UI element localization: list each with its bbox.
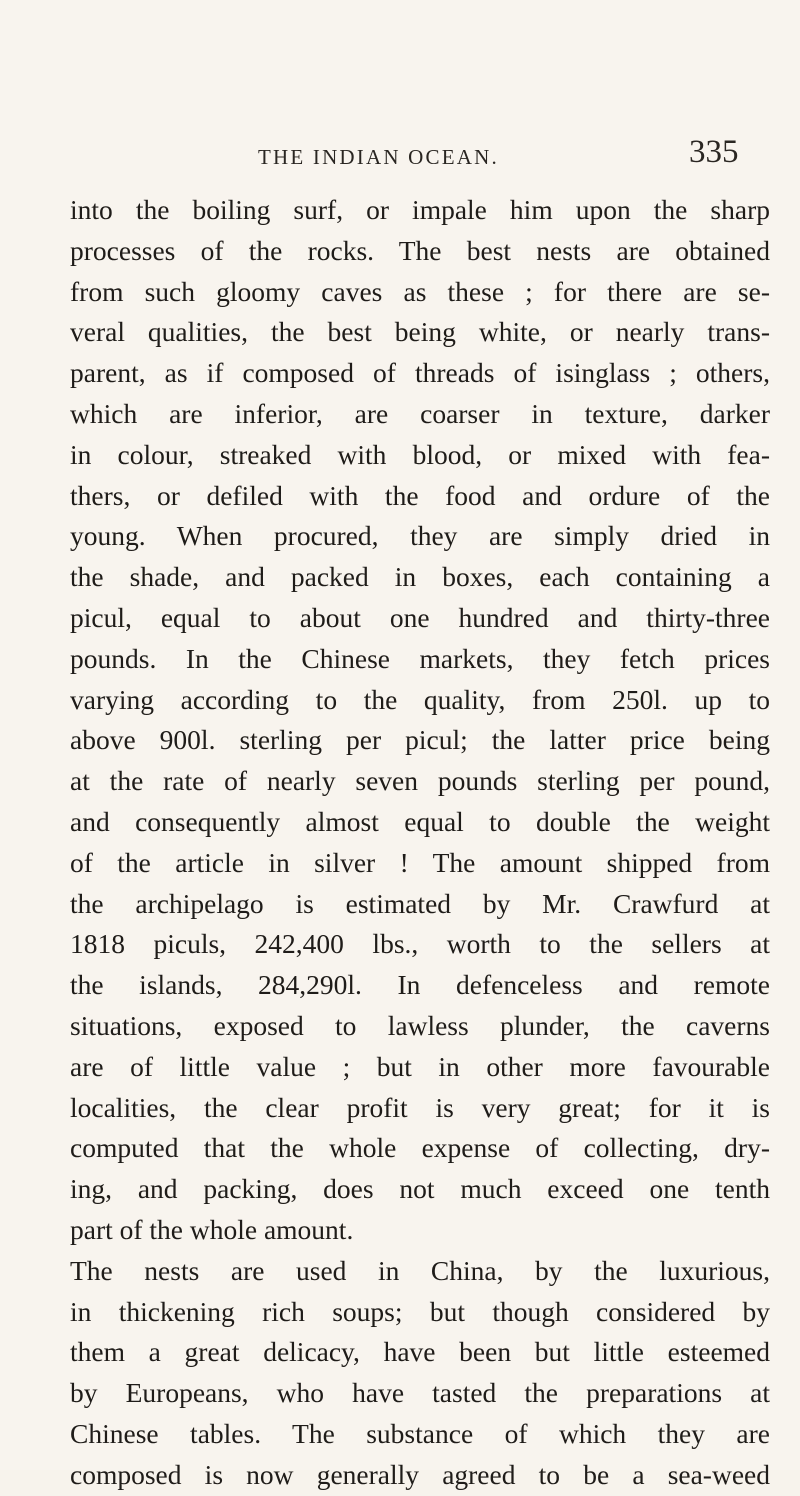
text-line: the shade, and packed in boxes, each containing a	[70, 561, 770, 593]
text-line: computed that the whole expense of collecting, dry-	[70, 1132, 770, 1164]
text-line: from such gloomy caves as these ; for there are se-	[70, 275, 770, 307]
text-line: which are inferior, are coarser in texture, darker	[70, 397, 770, 429]
text-line: the islands, 284,290l. In defenceless and remote	[70, 969, 770, 1001]
text-line: in colour, streaked with blood, or mixed with fea-	[70, 438, 770, 470]
text-line: The nests are used in China, by the luxurious,	[70, 1254, 770, 1286]
text-line: the archipelago is estimated by Mr. Crawfurd at	[70, 887, 770, 919]
text-line: and consequently almost equal to double the weight	[70, 805, 770, 837]
text-line: picul, equal to about one hundred and thirty-three	[70, 601, 770, 633]
body-text	[70, 190, 770, 1496]
text-line: parent, as if composed of threads of isinglass ; others,	[70, 357, 770, 389]
text-line: at the rate of nearly seven pounds sterling per pound,	[70, 765, 770, 797]
text-line: processes of the rocks. The best nests are obtained	[70, 234, 770, 266]
text-line: localities, the clear profit is very great; for it is	[70, 1091, 770, 1123]
text-line: are of little value ; but in other more favourable	[70, 1050, 770, 1082]
text-line: situations, exposed to lawless plunder, the caverns	[70, 1009, 770, 1041]
text-line: ing, and packing, does not much exceed one tenth	[70, 1173, 770, 1205]
running-head: THE INDIAN OCEAN.	[258, 145, 499, 169]
text-line: in thickening rich soups; but though considered by	[70, 1295, 770, 1327]
text-line: composed is now generally agreed to be a sea-weed	[70, 1458, 770, 1490]
text-line: Chinese tables. The substance of which they are	[70, 1417, 770, 1449]
text-line: young. When procured, they are simply dried in	[70, 520, 770, 552]
text-line: them a great delicacy, have been but little esteemed	[70, 1336, 770, 1368]
text-line: by Europeans, who have tasted the preparations at	[70, 1377, 770, 1409]
text-line: above 900l. sterling per picul; the latter price being	[70, 724, 770, 756]
text-line: part of the whole amount.	[70, 1213, 354, 1245]
page-header	[0, 134, 800, 183]
text-line: pounds. In the Chinese markets, they fetch prices	[70, 642, 770, 674]
text-line: veral qualities, the best being white, or nearly trans-	[70, 316, 770, 348]
text-line: 1818 piculs, 242,400 lbs., worth to the sellers at	[70, 928, 770, 960]
text-line: thers, or defiled with the food and ordure of the	[70, 479, 770, 511]
text-line: of the article in silver ! The amount shipped from	[70, 846, 770, 878]
text-line: into the boiling surf, or impale him upon the sharp	[70, 194, 770, 225]
page-number: 335	[689, 134, 739, 170]
text-line: varying according to the quality, from 250l. up to	[70, 683, 770, 715]
